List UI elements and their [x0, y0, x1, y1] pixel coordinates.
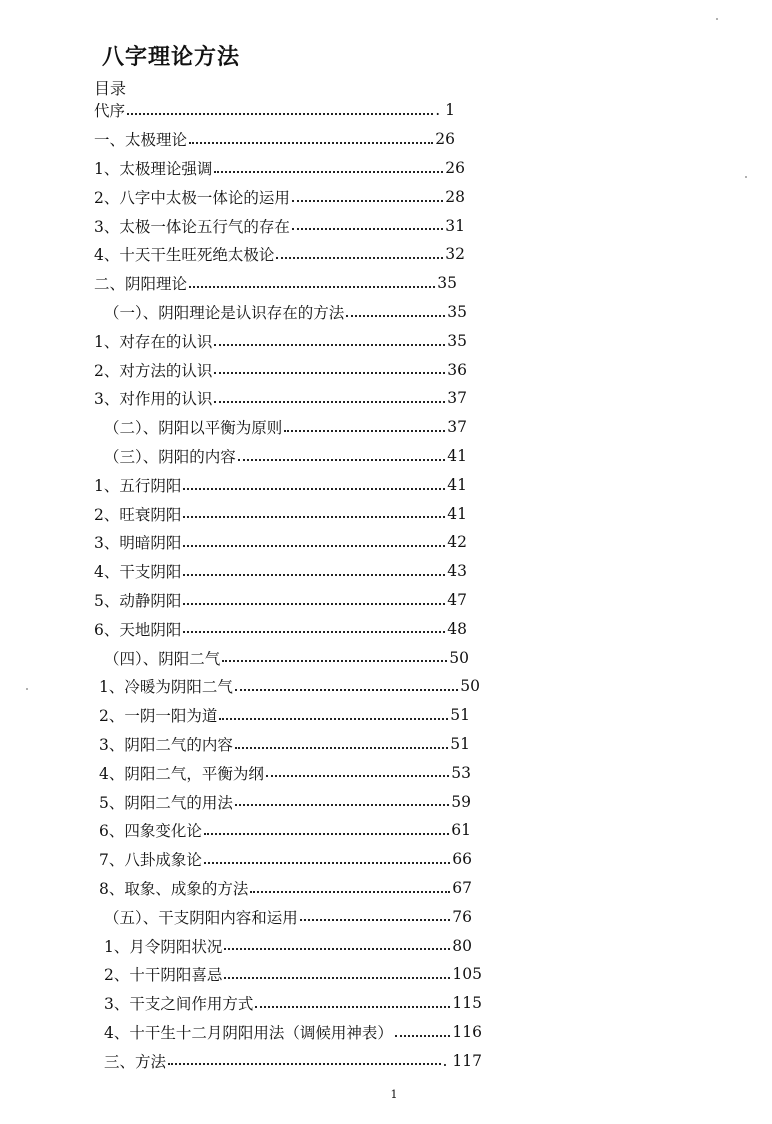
toc-leader-dots	[183, 530, 445, 548]
toc-entry	[0, 902, 472, 931]
toc-entry	[0, 182, 465, 211]
toc-leader-dots	[255, 990, 450, 1008]
toc-leader-dots	[235, 731, 448, 749]
toc-entry-label: 5、阴阳二气的用法	[99, 793, 233, 812]
toc-entry-label: 1、对存在的认识	[94, 332, 213, 351]
toc-entry-page: 35	[447, 331, 467, 350]
toc-leader-dots	[266, 760, 449, 778]
toc-entry	[0, 384, 467, 413]
toc-entry-page: 37	[447, 389, 467, 408]
toc-entry	[0, 240, 465, 269]
table-of-contents	[0, 96, 772, 1075]
toc-entry	[0, 989, 482, 1018]
toc-entry-label: 4、干支阴阳	[94, 563, 182, 582]
toc-entry-page: 35	[447, 302, 467, 321]
toc-entry	[0, 643, 469, 672]
toc-leader-dots	[183, 587, 445, 605]
toc-entry-page: 51	[450, 734, 470, 753]
toc-entry-label: 2、八字中太极一体论的运用	[94, 188, 290, 207]
toc-leader-dots	[222, 645, 447, 663]
toc-entry-label: 6、四象变化论	[99, 822, 202, 841]
toc-entry-label: 2、一阴一阳为道	[99, 707, 218, 726]
toc-entry-label: 1、冷暖为阴阳二气	[99, 678, 233, 697]
toc-entry	[0, 557, 467, 586]
toc-leader-dots	[250, 875, 450, 893]
toc-leader-dots	[219, 702, 448, 720]
toc-entry-page: . 117	[442, 1051, 482, 1070]
toc-entry	[0, 211, 465, 240]
toc-entry	[0, 154, 465, 183]
toc-entry	[0, 931, 472, 960]
toc-entry	[0, 845, 472, 874]
toc-entry-label: 3、干支之间作用方式	[104, 995, 254, 1014]
toc-entry-label: 1、太极理论强调	[94, 159, 213, 178]
toc-leader-dots	[183, 616, 445, 634]
footer-page-number: 1	[390, 1088, 398, 1101]
toc-leader-dots	[189, 126, 433, 144]
toc-entry-label: （五）、干支阴阳内容和运用	[104, 908, 298, 927]
toc-entry-label: 3、明暗阴阳	[94, 534, 182, 553]
toc-leader-dots	[224, 962, 450, 980]
toc-entry	[0, 787, 471, 816]
toc-heading: 目录	[94, 79, 127, 98]
toc-entry-page: 53	[451, 763, 471, 782]
toc-entry-page: 80	[452, 936, 472, 955]
toc-leader-dots	[284, 414, 445, 432]
toc-leader-dots	[292, 213, 443, 231]
toc-leader-dots	[214, 155, 443, 173]
toc-entry-label: 4、阴阳二气，平衡为纲	[99, 764, 264, 783]
toc-leader-dots	[189, 270, 435, 288]
toc-entry-page: 36	[447, 360, 467, 379]
toc-entry-page: 31	[445, 216, 465, 235]
toc-entry-label: （一）、阴阳理论是认识存在的方法	[104, 303, 345, 322]
toc-entry	[0, 758, 471, 787]
toc-entry	[0, 1046, 482, 1075]
toc-leader-dots	[183, 472, 445, 490]
toc-leader-dots	[235, 789, 449, 807]
toc-entry-label: 8、取象、成象的方法	[99, 879, 249, 898]
toc-entry	[0, 586, 467, 615]
toc-leader-dots	[300, 904, 451, 922]
toc-entry-label: 3、对作用的认识	[94, 390, 213, 409]
toc-entry-page: 115	[452, 994, 482, 1013]
toc-entry-page: 41	[447, 504, 467, 523]
toc-entry-label: 4、十天干生旺死绝太极论	[94, 246, 275, 265]
toc-entry-label: 2、旺衰阴阳	[94, 505, 182, 524]
toc-entry-page: 37	[447, 418, 467, 437]
scan-speck	[745, 176, 747, 178]
toc-entry	[0, 355, 467, 384]
toc-entry	[0, 499, 467, 528]
toc-entry-page: 66	[452, 850, 472, 869]
toc-entry-page: 41	[447, 475, 467, 494]
toc-entry-page: 67	[452, 878, 472, 897]
toc-entry	[0, 413, 467, 442]
toc-entry-page: 105	[452, 965, 482, 984]
toc-entry-page: 43	[447, 562, 467, 581]
toc-leader-dots	[346, 299, 445, 317]
toc-entry-page: 42	[447, 533, 467, 552]
toc-entry-page: . 1	[435, 101, 455, 120]
toc-entry	[0, 470, 467, 499]
toc-leader-dots	[224, 933, 450, 951]
toc-entry-label: 5、动静阴阳	[94, 591, 182, 610]
toc-entry-label: 二、阴阳理论	[94, 275, 188, 294]
toc-leader-dots	[127, 98, 433, 116]
toc-entry-label: （四）、阴阳二气	[104, 649, 221, 668]
toc-entry-label: 6、天地阴阳	[94, 620, 182, 639]
toc-entry	[0, 960, 482, 989]
toc-entry-page: 41	[447, 446, 467, 465]
toc-entry-label: 4、十干生十二月阴阳用法（调候用神表）	[104, 1023, 393, 1042]
toc-entry-page: 28	[445, 187, 465, 206]
toc-entry-page: 32	[445, 245, 465, 264]
toc-leader-dots	[214, 386, 445, 404]
toc-leader-dots	[395, 1019, 451, 1037]
toc-leader-dots	[238, 443, 446, 461]
toc-leader-dots	[214, 328, 445, 346]
toc-entry-label: 7、八卦成象论	[99, 851, 202, 870]
toc-entry	[0, 298, 467, 327]
toc-entry	[0, 442, 467, 471]
toc-entry	[0, 96, 455, 125]
toc-entry	[0, 730, 470, 759]
toc-entry-page: 76	[452, 907, 472, 926]
toc-entry-label: 2、十干阴阳喜忌	[104, 966, 223, 985]
toc-leader-dots	[183, 501, 445, 519]
toc-entry-page: 47	[447, 590, 467, 609]
toc-entry	[0, 672, 480, 701]
toc-entry-label: 1、五行阴阳	[94, 476, 182, 495]
toc-leader-dots	[168, 1048, 441, 1066]
toc-entry	[0, 614, 467, 643]
toc-entry-label: 3、阴阳二气的内容	[99, 735, 233, 754]
toc-leader-dots	[183, 558, 445, 576]
toc-leader-dots	[204, 846, 450, 864]
scan-speck	[716, 18, 718, 20]
toc-entry-label: （三）、阴阳的内容	[104, 447, 236, 466]
toc-entry-label: 一、太极理论	[94, 131, 188, 150]
toc-entry-label: 3、太极一体论五行气的存在	[94, 217, 290, 236]
toc-entry	[0, 816, 471, 845]
toc-leader-dots	[214, 357, 445, 375]
toc-entry	[0, 125, 455, 154]
toc-entry-page: 50	[460, 677, 480, 696]
toc-leader-dots	[292, 184, 443, 202]
document-title: 八字理论方法	[102, 45, 241, 70]
toc-entry-label: （二）、阴阳以平衡为原则	[104, 419, 283, 438]
toc-entry	[0, 326, 467, 355]
toc-entry	[0, 701, 470, 730]
toc-entry-page: 51	[450, 706, 470, 725]
toc-entry-label: 三、方法	[104, 1052, 167, 1071]
toc-entry	[0, 269, 457, 298]
toc-leader-dots	[235, 674, 458, 692]
toc-entry-page: 35	[437, 274, 457, 293]
toc-entry-label: 2、对方法的认识	[94, 361, 213, 380]
toc-entry	[0, 528, 467, 557]
toc-entry	[0, 1018, 482, 1047]
toc-entry-label: 1、月令阴阳状况	[104, 937, 223, 956]
toc-entry-page: 26	[445, 158, 465, 177]
toc-entry-page: 26	[435, 130, 455, 149]
toc-leader-dots	[276, 242, 443, 260]
toc-entry-page: 116	[452, 1022, 482, 1041]
toc-entry	[0, 874, 472, 903]
toc-entry-page: 50	[449, 648, 469, 667]
toc-entry-page: 61	[451, 821, 471, 840]
scan-speck	[26, 688, 28, 690]
toc-leader-dots	[204, 818, 449, 836]
toc-entry-page: 48	[447, 619, 467, 638]
toc-entry-page: 59	[451, 792, 471, 811]
toc-entry-label: 代序	[94, 102, 126, 121]
